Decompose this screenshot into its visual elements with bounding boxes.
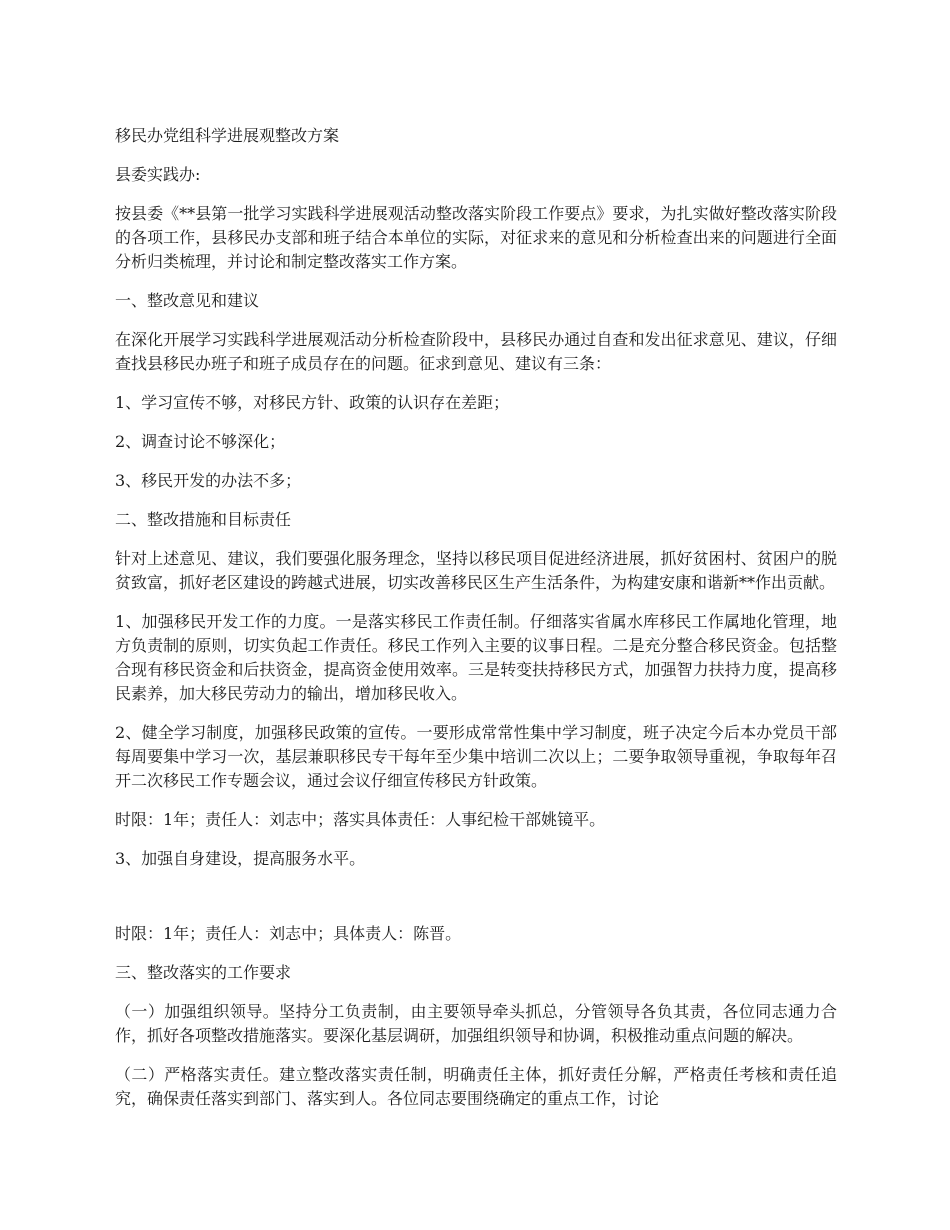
- list-item: 3、移民开发的办法不多；: [115, 471, 302, 490]
- measure-1: 1、加强移民开发工作的力度。一是落实移民工作责任制。仔细落实省属水库移民工作属地化管理，地方负责制的原则，切实负起工作责任。移民工作列入主要的议事日程。二是充分整合移民资金。包括整合现有移民资金和后扶资金，提高资金使用效率。三是转变扶持移民方式，加强智力扶持力度，提高移民素养，加大移民劳动力的输出，增加移民收入。: [115, 612, 837, 703]
- section-2-body: 针对上述意见、建议，我们要强化服务理念，坚持以移民项目促进经济进展，抓好贫困村、贫困户的脱贫致富，抓好老区建设的跨越式进展，切实改善移民区生产生活条件，为构建安康和谐新**作出贡献。: [115, 549, 837, 592]
- section-heading-3: 三、整改落实的工作要求: [115, 963, 292, 982]
- requirement-1: （一）加强组织领导。坚持分工负责制，由主要领导牵头抓总，分管领导各负其责，各位同志通力合作，抓好各项整改措施落实。要深化基层调研，加强组织领导和协调，积极推动重点问题的解决。: [115, 1002, 837, 1045]
- section-1-body: 在深化开展学习实践科学进展观活动分析检查阶段中，县移民办通过自查和发出征求意见、建议，仔细查找县移民办班子和班子成员存在的问题。征求到意见、建议有三条：: [115, 330, 837, 373]
- intro-paragraph: 按县委《**县第一批学习实践科学进展观活动整改落实阶段工作要点》要求，为扎实做好整改落实阶段的各项工作，县移民办支部和班子结合本单位的实际，对征求来的意见和分析检查出来的问题进行全面分析归类梳理，并讨论和制定整改落实工作方案。: [115, 204, 837, 271]
- section-heading-2: 二、整改措施和目标责任: [115, 510, 292, 529]
- list-item: 1、学习宣传不够，对移民方针、政策的认识存在差距；: [115, 393, 510, 412]
- document-page: [115, 124, 837, 1126]
- deadline-3: 时限：1年；责任人：刘志中；具体责人：陈晋。: [115, 924, 462, 943]
- section-heading-1: 一、整改意见和建议: [115, 291, 260, 310]
- document-title: 移民办党组科学进展观整改方案: [115, 126, 340, 145]
- list-item: 2、调查讨论不够深化；: [115, 432, 286, 451]
- blank-space: [115, 886, 837, 922]
- deadline-2: 时限：1年；责任人：刘志中；落实具体责任：人事纪检干部姚镜平。: [115, 810, 606, 829]
- measure-3: 3、加强自身建设，提高服务水平。: [115, 849, 366, 868]
- measure-2: 2、健全学习制度，加强移民政策的宣传。一要形成常常性集中学习制度，班子决定今后本办党员干部每周要集中学习一次，基层兼职移民专干每年至少集中培训二次以上；二要争取领导重视，争取每年召开二次移民工作专题会议，通过会议仔细宣传移民方针政策。: [115, 723, 837, 790]
- requirement-2: （二）严格落实责任。建立整改落实责任制，明确责任主体，抓好责任分解，严格责任考核和责任追究，确保责任落实到部门、落实到人。各位同志要围绕确定的重点工作，讨论: [115, 1065, 837, 1108]
- salutation: 县委实践办:: [115, 165, 201, 184]
